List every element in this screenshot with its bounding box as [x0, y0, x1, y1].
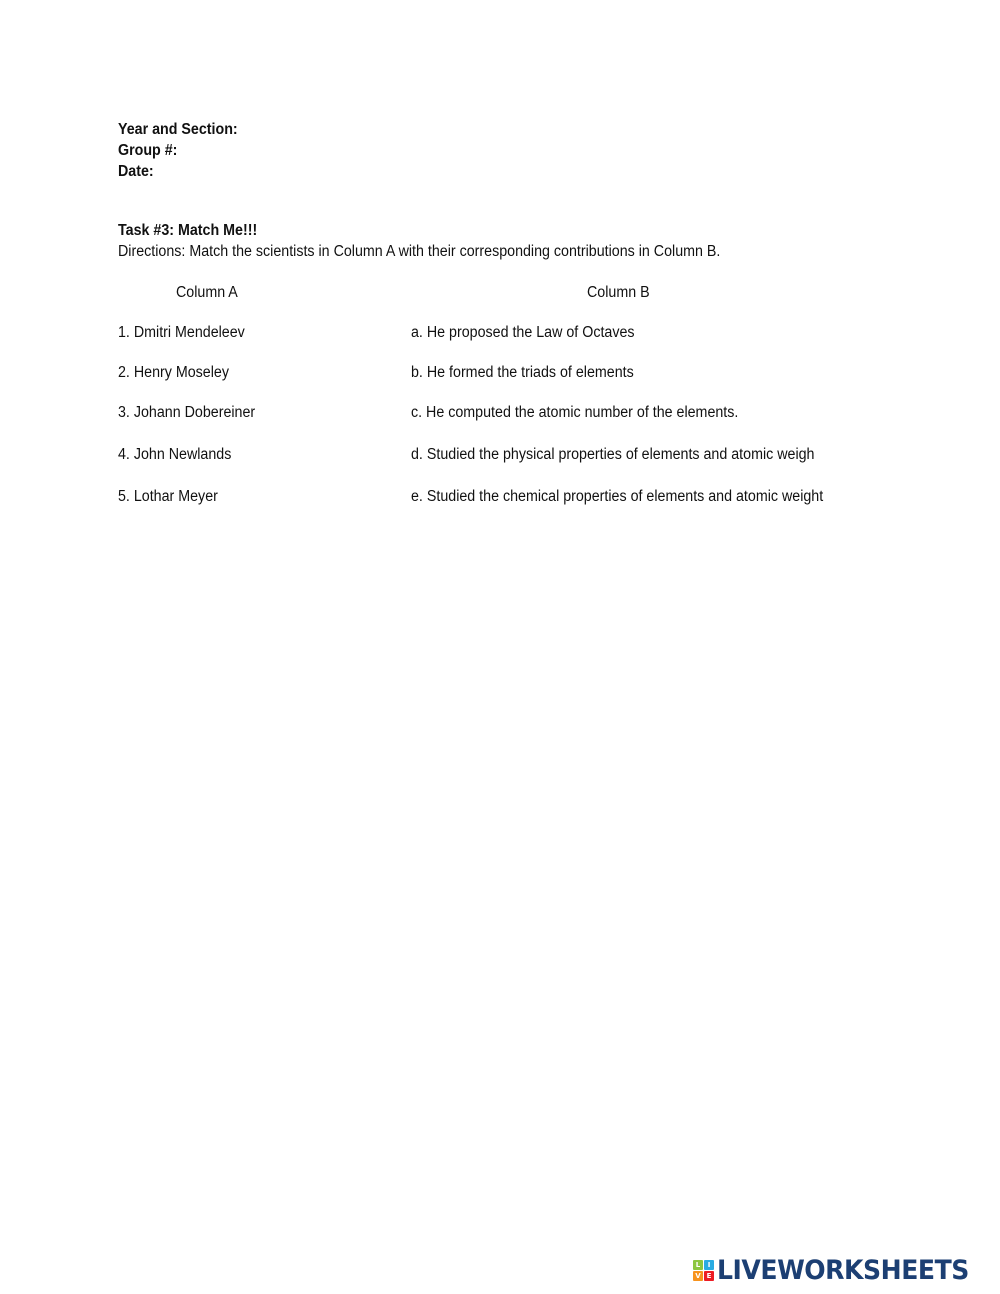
logo-mark-cell: L	[693, 1260, 703, 1270]
column-a-item: 3. Johann Dobereiner	[118, 404, 256, 421]
column-a-item: 4. John Newlands	[118, 446, 232, 463]
logo-mark-icon	[693, 1260, 714, 1281]
logo-text: LIVEWORKSHEETS	[717, 1254, 969, 1286]
column-a-item: 1. Dmitri Mendeleev	[118, 324, 245, 341]
column-b-item: a. He proposed the Law of Octaves	[411, 324, 635, 341]
column-a-heading: Column A	[176, 284, 238, 301]
column-a-item: 2. Henry Moseley	[118, 364, 229, 381]
column-b-heading: Column B	[587, 284, 650, 301]
column-b-item: e. Studied the chemical properties of elements and atomic weight	[411, 488, 824, 505]
logo-mark-cell: V	[693, 1271, 703, 1281]
column-a-item: 5. Lothar Meyer	[118, 488, 218, 505]
student-info-header	[118, 119, 238, 182]
liveworksheets-logo	[693, 1254, 988, 1286]
logo-mark-cell: I	[704, 1260, 714, 1270]
task-directions: Directions: Match the scientists in Column A with their corresponding contributions in Column B.	[118, 243, 721, 260]
column-b-item: b. He formed the triads of elements	[411, 364, 634, 381]
logo-mark-cell: E	[704, 1271, 714, 1281]
column-b-item: d. Studied the physical properties of elements and atomic weigh	[411, 446, 815, 463]
group-label: Group #:	[118, 142, 178, 159]
year-section-label: Year and Section:	[118, 121, 238, 138]
date-label: Date:	[118, 163, 154, 180]
column-b-item: c. He computed the atomic number of the elements.	[411, 404, 739, 421]
task-title: Task #3: Match Me!!!	[118, 222, 258, 239]
